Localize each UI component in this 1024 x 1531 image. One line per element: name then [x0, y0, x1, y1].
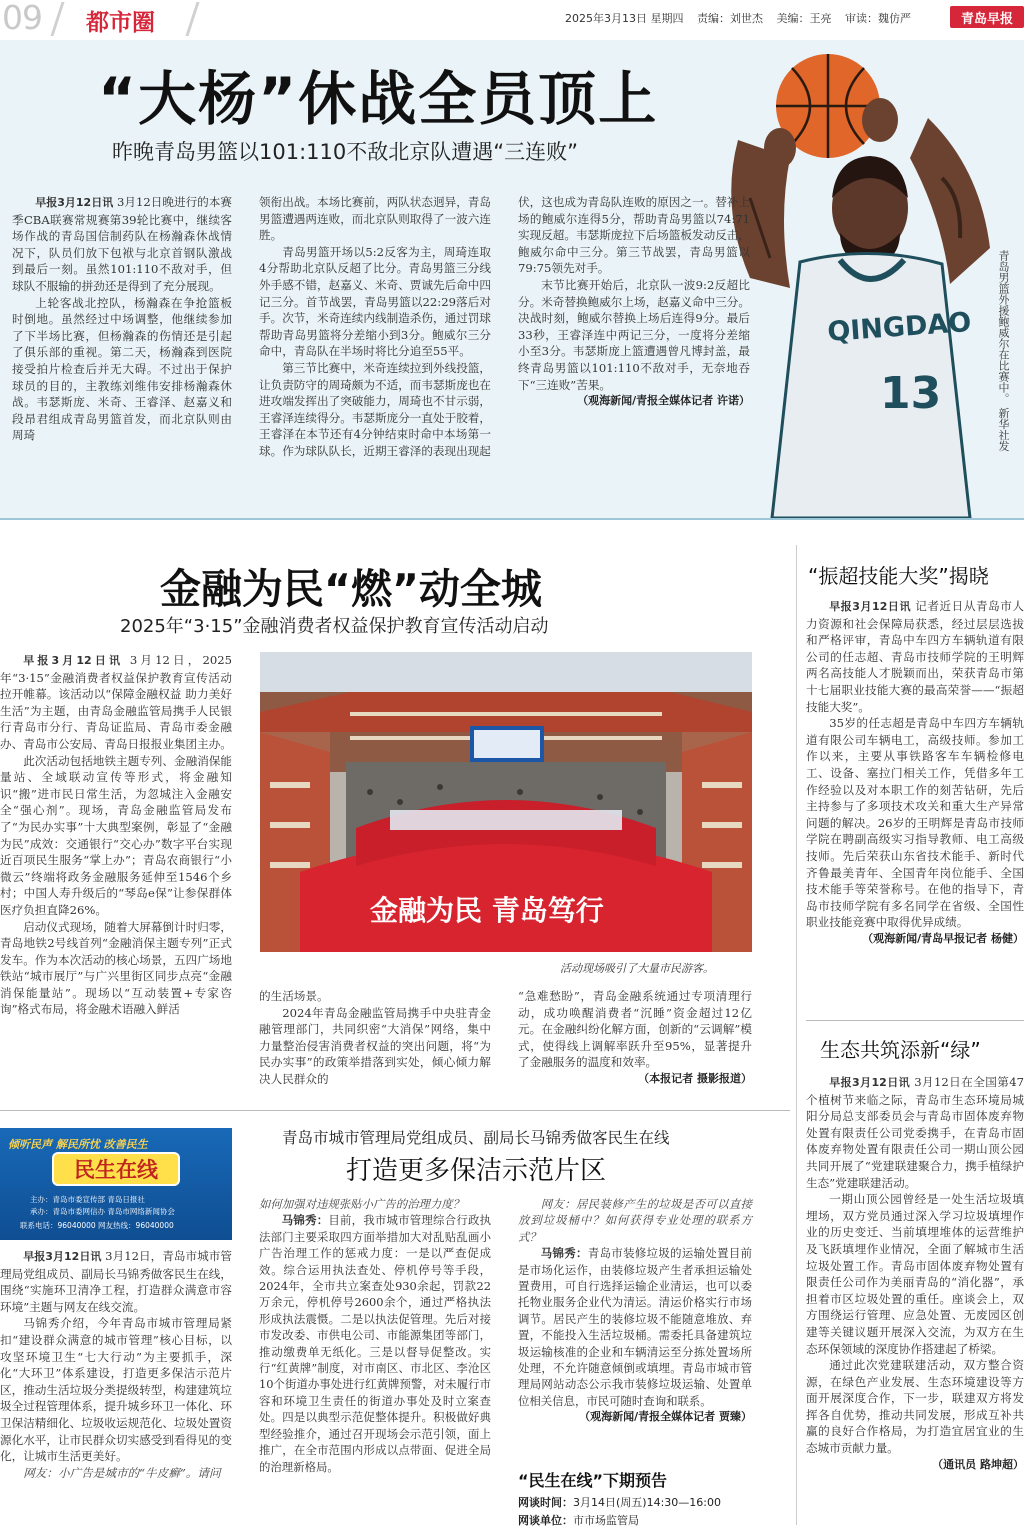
answer-2-text: 青岛市装修垃圾的运输处置目前是市场化运作，由装修垃圾产生者承担运输处置费用，可自行选择运输企业清运，也可以委托物业服务企业代为清运。清运价格实行市场调节。居民产生的装修垃圾不能随意堆放、弃置，不能投入生活垃圾桶。需委托具备建筑垃圾运输核准的企业和车辆清运至分拣处置场所处理，不允许随意倾倒或填埋。青岛市城市管理局网站动态公示我市装修垃圾运输、处置单位相关信息，市民可随时查询和联系。 [518, 1246, 752, 1408]
header-divider [50, 2, 64, 36]
story1-column-1 [12, 194, 232, 444]
story3-headline: “振超技能大奖”揭晓 [808, 564, 989, 588]
banner-organizer: 承办：青岛市委网信办 青岛市网络新闻协会 [30, 1207, 175, 1216]
preview-time-value: 3月14日(周五)14:30—16:00 [573, 1496, 721, 1509]
story5-dateline: 早报3月12日讯 [23, 1250, 102, 1263]
story2-col2b-text: 2024年青岛金融监管局携手中央驻青金融管理部门，共同织密“大消保”网络，集中力量整治侵害消费者权益的突出问题，将“为民办实事”的政策举措落到实处，倾心倾力解决人民群众的 [259, 1005, 491, 1086]
story2-column-1 [0, 652, 232, 1018]
right-column-rule [806, 1020, 1024, 1021]
story3-dateline: 早报3月12日讯 [829, 600, 911, 613]
header-info [565, 10, 921, 26]
story1-headline: “大杨”休战全员顶上 [98, 65, 659, 133]
story2-column-3 [518, 988, 752, 1088]
next-preview-time [518, 1494, 721, 1510]
answer-1-speaker: 马锦秀： [281, 1213, 329, 1228]
story3-p2: 35岁的任志超是青岛中车四方车辆轨道有限公司车辆电工，高级技师。参加工作以来，主要从事铁路客车车辆检修电工、设备、塞拉门相关工作，凭借多年工作经验以及对本职工作的刻苦钻研，先后主持参与了多项技术攻关和重大生产异常问题的解决。26岁的王明辉是青岛市技师学院在聘副高级实习指导教师、电工高级技师。先后荣获山东省技术能手、新时代齐鲁最美青年、全国青年岗位能手、全国技术能手等荣誉称号。在他的指导下，青岛市技师学院有多名同学在省级、全国性职业技能竞赛中取得优异成绩。 [806, 716, 1024, 930]
story2-col1c-text: 启动仪式现场，随着大屏幕倒计时归零，青岛地铁2号线首列“金融消保主题专列”正式发车。作为本次活动的核心场景，五四广场地铁站“城市展厅”与广兴里街区同步点亮“金融消保能量站”。现场以“互动装置+专家咨询”格式布局，将金融术语融入鲜活 [0, 919, 232, 1017]
minsheng-online-banner [0, 1128, 232, 1240]
brand-logo: 青岛早报 [950, 6, 1024, 28]
issue-date: 2025年3月13日 星期四 [565, 12, 684, 25]
preview-unit-value: 市市场监管局 [573, 1514, 639, 1527]
story1-column-3 [518, 194, 750, 410]
story5-headline: 打造更多保洁示范片区 [346, 1156, 607, 1186]
banner-title: 民生在线 [54, 1154, 178, 1184]
story5-p1: 3月12日，青岛市城市管理局党组成员、副局长马锦秀做客民生在线，围绕“实施环卫清净工程，打造群众满意市容环境”主题与网友在线交流。 [0, 1249, 233, 1314]
preview-unit-label: 网谈单位： [518, 1514, 573, 1527]
story5-pre-headline: 青岛市城市管理局党组成员、副局长马锦秀做客民生在线 [282, 1129, 670, 1147]
story2-photo-caption: 活动现场吸引了大量市民游客。 [560, 962, 714, 975]
story2-column-2 [259, 988, 491, 1088]
story1-col1-text: 3月12日晚进行的本赛季CBA联赛常规赛第39轮比赛中，继续客场作战的青岛国信制药队在杨瀚森休战情况下，队员们放下包袱与北京首钢队激战到最后一刻。虽然101:110不敌对手，但球队不服输的拼劲还是得到了充分展现。 [12, 195, 232, 293]
story5-question-1: 网友：小广告是城市的“牛皮癣”。请问 [23, 1465, 221, 1480]
story4-p3: 通过此次党建联建活动，双方整合资源，在绿色产业发展、生态环境建设等方面开展深度合作，下一步，联建双方将发挥各自优势，推动共同发展，形成互补共赢的良好合作格局，为打造宜居宜业的生态城市贡献力量。 [806, 1358, 1024, 1456]
banner-slogan: 倾听民声 解民所忧 改善民生 [8, 1138, 148, 1151]
tent-banner-text: 金融为民 青岛笃行 [370, 894, 604, 927]
finance-event-photo [260, 652, 752, 952]
answer-1-text: 目前，我市城市管理综合行政执法部门主要采取四方面举措加大对乱贴乱画小广告治理工作的惩戒力度：一是以严查促成效。综合运用执法查处、停机停号等手段，2024年，全市共立案查处930余起，罚款22万余元，停机停号2600余个，通过严格执法形成执法震慑。二是以执法促管理。先后对接市发改委、市供电公司、市能源集团等部门，推动缴费单无纸化。三是以督导促整改。实行“红黄牌”制度，对市南区、市北区、李沧区10个街道办事处进行红黄牌预警，对未履行市容和环境卫生责任的街道办事处及时立案查处。四是以典型示范促整体提升。积极做好典型经验推介，通过召开现场会示范引领，面上推广，在全市范围内形成以点带面、促进全局的治理新格局。 [259, 1213, 491, 1474]
story1-column-2 [259, 194, 491, 460]
banner-contact: 联系电话：96040000 网友热线：96040000 [20, 1221, 174, 1230]
page-number: 09 [2, 0, 42, 37]
preview-time-label: 网谈时间： [518, 1496, 573, 1509]
story4-p1: 3月12日在全国第47个植树节来临之际，青岛市生态环境局城阳分局总支部委员会与青岛市固体废弃物处置有限责任公司党委携手，在青岛市固体废弃物处置有限责任公司一期山顶公园共同开展了“党建联建聚合力，携手植绿护生态”党建联建活动。 [806, 1075, 1024, 1190]
story5-column-3 [518, 1196, 752, 1426]
story1-col2b-text: 青岛男篮开场以5:2反客为主，周琦连取4分帮助北京队反超了比分。青岛男篮三分线外手感不错，赵嘉义、米奇、贾诚先后命中四记三分。首节战罢，青岛男篮以22:29落后对手。次节，米奇连续内线制造杀伤，通过罚球帮助青岛男篮将分差缩小到3分。鲍威尔三分命中，青岛队在半场时将比分追至55平。 [259, 244, 491, 359]
story5-column-2 [259, 1196, 491, 1475]
story3-body [806, 598, 1024, 947]
story2-subheadline: 2025年“3·15”金融消费者权益保护教育宣传活动启动 [120, 616, 549, 637]
next-preview-unit [518, 1512, 639, 1528]
answer-2-speaker: 马锦秀： [540, 1246, 588, 1261]
story2-col3-text: “急难愁盼”，青岛金融系统通过专项清理行动，成功唤醒消费者“沉睡”资金超过12亿元。在金融纠纷化解方面，创新的“云调解”模式，使得线上调解率跃升至95%，显著提升了金融服务的温度和效率。 [518, 989, 752, 1070]
story5-column-1 [0, 1248, 232, 1481]
story5-byline: （观海新闻/青报全媒体记者 贾臻） [579, 1410, 752, 1424]
story4-headline: 生态共筑添新“绿” [820, 1038, 981, 1062]
story2-col2-text: 的生活场景。 [259, 989, 329, 1003]
header-divider [185, 2, 199, 36]
section-name: 都市圈 [86, 10, 155, 36]
story5-question-2: 网友：居民装修产生的垃圾是否可以直接放到垃圾桶中？如何获得专业处理的联系方式？ [518, 1197, 752, 1244]
story1-dateline: 早报3月12日讯 [35, 196, 114, 209]
story4-byline: （通讯员 路坤超） [932, 1457, 1024, 1471]
story1-col3b-text: 末节比赛开始后，北京队一波9:2反超比分。米奇替换鲍威尔上场，赵嘉义命中三分。决战时刻，鲍威尔替换上场后连得9分。最后33秒，王睿泽连中两记三分，一度将分差缩小至3分。韦瑟斯庞上篮遭遇曾凡博封盖，最终青岛男篮以101:110不敌对手，无奈地吞下“三连败”苦果。 [518, 277, 750, 392]
story2-col1b-text: 此次活动包括地铁主题专列、金融消保能量站、全域联动宣传等形式，将金融知识“搬”进市民日常生活，为忽城注入金融安全“强心剂”。现场，青岛金融监管局发布了“为民办实事”十大典型案例，彰显了“金融为民”成效：交通银行“交心办”数字平台实现近百项民生服务“掌上办”；青岛农商银行“小微云”终端将政务金融服务延伸至1546个乡村；中国人寿升级后的“琴岛e保”让参保群体医疗负担直降26%。 [0, 753, 232, 917]
story2-dateline: 早报3月12日讯 [23, 654, 124, 667]
right-column-divider [796, 545, 797, 1525]
section-rule [0, 1110, 790, 1111]
story4-dateline: 早报3月12日讯 [829, 1076, 911, 1089]
story1-byline: （观海新闻/青报全媒体记者 许诺） [577, 394, 750, 408]
story2-byline: （本报记者 摄影报道） [638, 1071, 752, 1085]
story2-col1-text: 3月12日，2025年“3·15”金融消费者权益保护教育宣传活动拉开帷幕。该活动以“保障金融权益 助力美好生活”为主题，由青岛金融监管局携手人民银行青岛市分行、青岛证监局、青岛市委金融办、青岛市公安局、青岛日报报业集团主办。 [0, 653, 233, 751]
story3-p1: 记者近日从青岛市人力资源和社会保障局获悉，经过层层选拔和严格评审，青岛中车四方车辆轨道有限公司的任志超、青岛市技师学院的王明辉两名高技能人才脱颖而出，荣获青岛市第十七届职业技能大赛的最高荣誉——“振超技能大奖”。 [806, 599, 1024, 714]
story1-col3-text: 伏，这也成为青岛队连败的原因之一。替补上场的鲍威尔连得5分，帮助青岛男篮以74:71实现反超。韦瑟斯庞拉下后场篮板发动反击，鲍威尔命中三分。第三节战罢，青岛男篮以79:75领先对手。 [518, 195, 750, 276]
story3-byline: （观海新闻/青岛早报记者 杨健） [862, 931, 1024, 945]
story5-question-1-cont: 如何加强对违规张贴小广告的治理力度？ [259, 1197, 465, 1211]
story4-p2: 一期山顶公园曾经是一处生活垃圾填埋场，双方党员通过深入学习垃圾填埋作业的历史变迁、当前填埋堆体的运营维护及飞跃填埋作业情况，全面了解城市生活垃圾处置工作。青岛市固体废弃物处置有限责任公司作为美丽青岛的“消化器”，承担着市区垃圾处置的重任。座谈会上，双方围绕运行管理、应急处置、无废园区创建等关键议题开展深入交流，为双方在生态环保领域的深度协作搭建起了桥梁。 [806, 1192, 1024, 1356]
jersey-team-text: QINGDAO [826, 306, 973, 348]
page-header [0, 0, 1024, 40]
banner-host: 主办：青岛市委宣传部 青岛日报社 [30, 1195, 145, 1204]
story1-subheadline: 昨晚青岛男篮以101:110不敌北京队遭遇“三连败” [112, 140, 578, 164]
jersey-number: 13 [880, 368, 942, 419]
next-preview-title: “民生在线”下期预告 [518, 1471, 668, 1490]
story1-col1b-text: 上轮客战北控队，杨瀚森在争抢篮板时倒地。虽然经过中场调整，他继续参加了下半场比赛，但杨瀚森的伤情还是引起了俱乐部的重视。第二天，杨瀚森到医院接受拍片检查后并无大碍。不过出于保护球员的目的，主教练刘维伟安排杨瀚森休战。韦瑟斯庞、米奇、王睿泽、赵嘉义和段昂君组成青岛男篮首发，而北京队则由周琦 [12, 295, 232, 443]
story5-p2: 马锦秀介绍，今年青岛市城市管理局紧扣“建设群众满意的城市管理”核心目标，以攻坚环境卫生“七大行动”为主要抓手，深化“大环卫”体系建设，打造更多保洁示范片区，推动生活垃圾分类提级转型，构建建筑垃圾全过程管理体系，提升城乡环卫一体化、环卫保洁精细化、垃圾收运规范化、垃圾处置资源化水平，让市民群众切实感受到看得见的变化，让城市生活更美好。 [0, 1316, 232, 1464]
story2-headline: 金融为民“燃”动全城 [160, 565, 542, 613]
designer-credit: 美编：王亮 [776, 12, 832, 25]
story1-col2c-text: 第三节比赛中，米奇连续拉到外线投篮，让负责防守的周琦颇为不适，而韦瑟斯庞也在进攻端发挥出了突破能力，周琦也不甘示弱，王睿泽连续得分。韦瑟斯庞分一直处于胶着，王睿泽在本节还有4分钟结束时命中本场第一球。作为球队队长，近期王睿泽的表现出现起 [259, 360, 491, 458]
editor-credit: 责编：刘世杰 [697, 12, 763, 25]
event-photo-illustration [260, 652, 752, 952]
story4-body [806, 1074, 1024, 1473]
story1-photo-caption: 青岛男篮外援鲍威尔在比赛中。 新华社发 [997, 250, 1010, 452]
proofreader-credit: 审读：魏仿严 [845, 12, 911, 25]
story1-col2-text: 领衔出战。本场比赛前，两队状态迥异，青岛男篮遭遇两连败，而北京队则取得了一波六连胜。 [259, 195, 491, 243]
